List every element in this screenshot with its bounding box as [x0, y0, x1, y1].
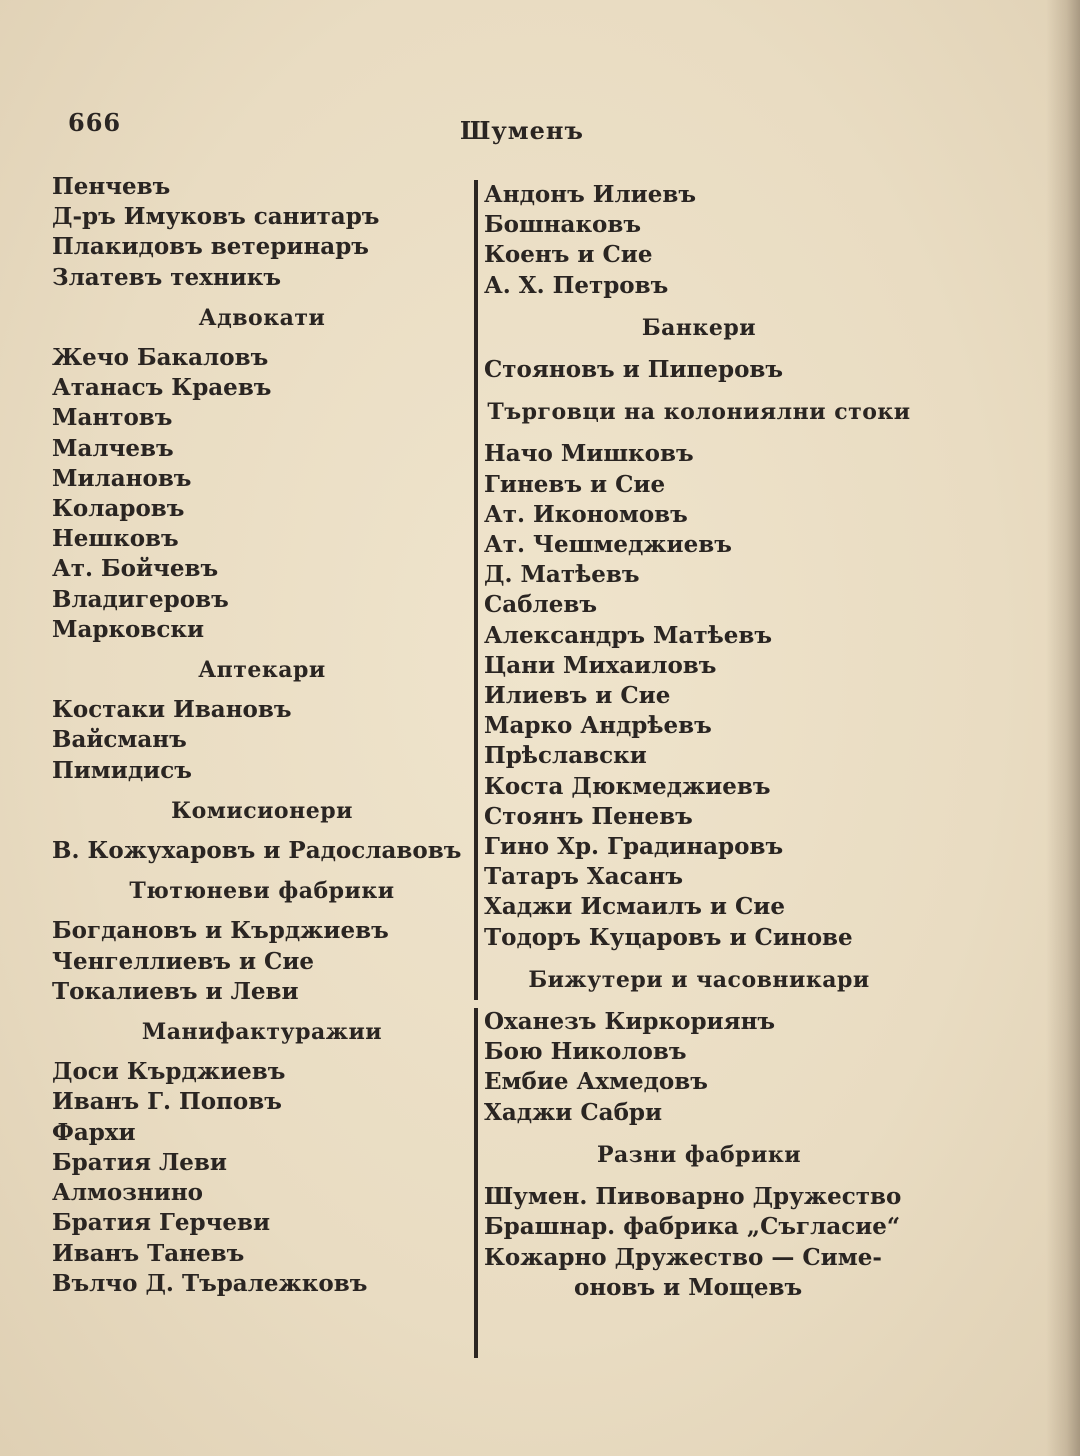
- directory-entry: Коларовъ: [52, 495, 185, 523]
- left-column: [52, 172, 472, 1299]
- directory-entry: Мантовъ: [52, 404, 173, 432]
- directory-entry: Бошнаковъ: [484, 211, 642, 239]
- running-title: Шуменъ: [460, 116, 584, 145]
- directory-entry: Eмбие Ахмедовъ: [484, 1068, 708, 1096]
- directory-entry: Ченгеллиевъ и Сие: [52, 947, 315, 975]
- directory-entry: Саблевъ: [484, 591, 598, 619]
- directory-entry: Оханезъ Киркориянъ: [484, 1008, 776, 1036]
- directory-entry: Татаръ Хасанъ: [484, 863, 684, 891]
- directory-entry: Брашнар. фабрика „Съгласие“: [484, 1213, 901, 1241]
- directory-entry: Ат. Чешмеджиевъ: [484, 531, 732, 559]
- page-number: 666: [68, 108, 122, 137]
- section-heading: Аптекари: [198, 657, 326, 684]
- directory-entry: Токалиевъ и Леви: [52, 977, 299, 1005]
- directory-entry: Алмознино: [52, 1179, 204, 1207]
- directory-entry: Марковски: [52, 615, 205, 643]
- directory-entry: Братия Герчеви: [52, 1209, 271, 1237]
- directory-entry: Ат. Икономовъ: [484, 500, 688, 528]
- directory-entry: Милановъ: [52, 464, 192, 492]
- directory-entry: Д. Матѣевъ: [484, 561, 640, 589]
- directory-entry: В. Кожухаровъ и Радославовъ: [52, 837, 462, 865]
- column-rule: [474, 1008, 478, 1358]
- directory-entry: Андонъ Илиевъ: [484, 181, 696, 208]
- directory-entry: Александръ Матѣевъ: [484, 621, 773, 649]
- directory-entry: Хаджи Сабри: [484, 1098, 663, 1126]
- directory-entry: Хаджи Исмаилъ и Сие: [484, 893, 785, 921]
- directory-entry: Вайсманъ: [52, 726, 187, 754]
- directory-entry: Доси Кърджиевъ: [52, 1058, 286, 1086]
- directory-entry: Вълчо Д. Търалежковъ: [52, 1269, 368, 1297]
- directory-entry: Бою Николовъ: [484, 1038, 687, 1066]
- directory-entry: Пимидисъ: [52, 756, 192, 784]
- directory-entry: Кожарно Дружество — Симе-: [484, 1243, 882, 1271]
- directory-entry: Коста Дюкмеджиевъ: [484, 772, 771, 800]
- directory-entry: Гино Хр. Градинаровъ: [484, 833, 784, 861]
- directory-entry: Нешковъ: [52, 525, 179, 553]
- directory-entry: Златевъ техникъ: [52, 263, 281, 291]
- directory-entry: Фархи: [52, 1118, 136, 1146]
- directory-entry: Стоянъ Пеневъ: [484, 802, 693, 830]
- directory-entry: Плакидовъ ветеринаръ: [52, 233, 369, 261]
- directory-entry: Илиевъ и Сие: [484, 682, 671, 710]
- directory-entry: Марко Андрѣевъ: [484, 712, 712, 740]
- directory-entry: Начо Мишковъ: [484, 440, 694, 468]
- section-heading: Адвокати: [198, 304, 326, 331]
- directory-entry: Пенчевъ: [52, 173, 171, 200]
- directory-entry: Малчевъ: [52, 434, 174, 462]
- directory-entry: Тодоръ Куцаровъ и Синове: [484, 923, 853, 951]
- section-heading: Тютюневи фабрики: [129, 878, 395, 905]
- directory-entry: Иванъ Таневъ: [52, 1239, 245, 1267]
- section-heading: Комисионери: [171, 797, 353, 824]
- directory-entry: Владигеровъ: [52, 585, 229, 613]
- directory-entry: Шумен. Пивоварно Дружество: [484, 1183, 902, 1211]
- section-heading: Манифактуражии: [141, 1019, 383, 1046]
- directory-entry: Жечо Бакаловъ: [52, 344, 269, 372]
- column-rule: [474, 180, 478, 1000]
- section-heading: Банкери: [641, 314, 757, 341]
- directory-entry: Д-ръ Имуковъ санитаръ: [52, 203, 380, 231]
- directory-entry: Ат. Бойчевъ: [52, 555, 219, 583]
- directory-entry-continuation: оновъ и Мощевъ: [574, 1273, 803, 1301]
- directory-entry: Иванъ Г. Поповъ: [52, 1088, 282, 1116]
- right-column: [484, 180, 914, 1303]
- directory-entry: Прѣславски: [484, 742, 647, 770]
- directory-entry: Цани Михаиловъ: [484, 651, 717, 679]
- page-edge-shadow: [1046, 0, 1080, 1456]
- section-heading: Разни фабрики: [596, 1141, 802, 1168]
- section-heading: Бижутери и часовникари: [528, 966, 870, 993]
- directory-entry: Братия Леви: [52, 1148, 227, 1176]
- directory-entry: А. Х. Петровъ: [484, 271, 669, 299]
- directory-entry: Богдановъ и Кърджиевъ: [52, 917, 389, 945]
- directory-entry: Костаки Ивановъ: [52, 696, 292, 724]
- directory-entry: Коенъ и Сие: [484, 241, 653, 269]
- section-heading: Търговци на колониялни стоки: [487, 399, 911, 426]
- directory-entry: Атанасъ Краевъ: [52, 374, 272, 402]
- directory-entry: Стояновъ и Пиперовъ: [484, 356, 784, 384]
- directory-entry: Гиневъ и Сие: [484, 470, 666, 498]
